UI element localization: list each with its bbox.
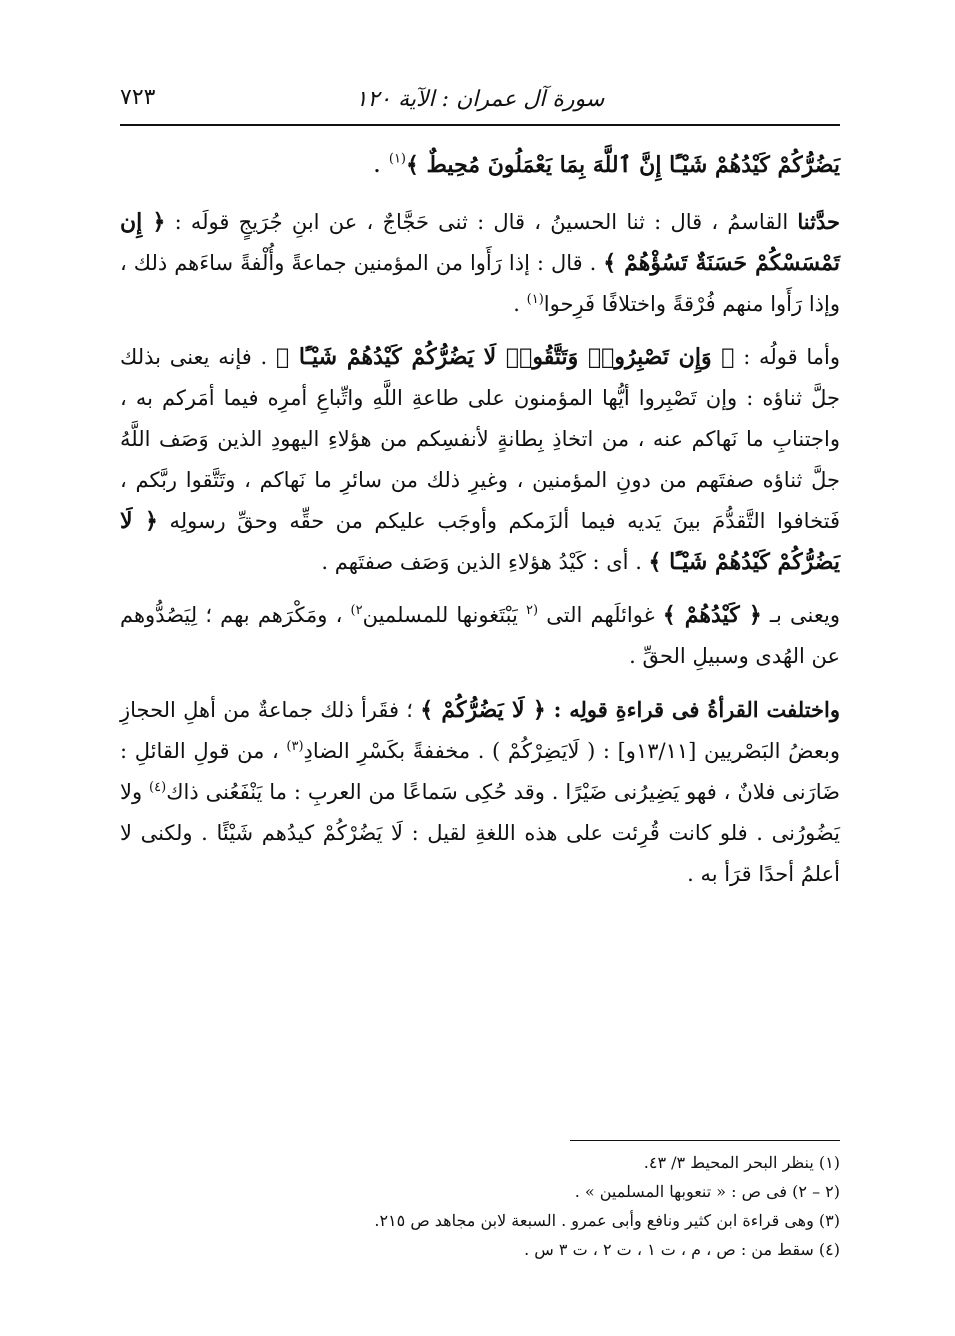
quran-quote: ﴿ لَا يَضُرُّكُمْ ﴾ <box>420 697 546 723</box>
header-rule <box>120 124 840 126</box>
footnote: (٢ – ٢) فى ص : « تنعوبها المسلمين » . <box>574 1182 840 1201</box>
footnote-ref[interactable]: ٢) <box>350 603 363 618</box>
footnote-ref[interactable]: (١) <box>526 292 544 307</box>
paragraph-lead: واختلفت القرأةُ فى قراءةِ قولِه : <box>545 697 840 722</box>
page-number: ٧٢٣ <box>120 85 156 110</box>
main-text <box>120 138 840 907</box>
footnote: (٤) سقط من : ص ، م ، ت ١ ، ت ٢ ، ت ٣ س . <box>524 1240 840 1259</box>
quran-quote: ﴿ كَيْدُهُمْ ﴾ <box>662 602 762 628</box>
footnote-separator <box>570 1140 840 1141</box>
verse-continuation: يَضُرُّكُمْ كَيْدُهُمْ شَيْـًٔا إِنَّ ٱللَّهَ بِمَا يَعْمَلُونَ مُحِيطٌ ﴾$^{(١)}$ . <box>372 149 840 178</box>
footnote-ref[interactable]: (٢ <box>526 603 539 618</box>
quran-verse: يَضُرُّكُمْ كَيْدُهُمْ شَيْـًٔا إِنَّ ٱللَّهَ بِمَا يَعْمَلُونَ مُحِيطٌ ﴾ <box>406 152 840 178</box>
running-header <box>120 68 840 112</box>
paragraph-lead: حدَّثنا <box>797 209 840 234</box>
footnote: (١) ينظر البحر المحيط ٣/ ٤٣. <box>643 1153 840 1172</box>
quran-quote: ﴿ لَا يَضُرُّكُمْ كَيْدُهُمْ شَيْـًٔا ﴾ <box>120 508 840 575</box>
quran-quote: ﴿ وَإِن تَصْبِرُوا۟ وَتَتَّقُوا۟ لَا يَضُرُّكُمْ كَيْدُهُمْ شَيْـًٔا ﴾ <box>275 344 735 370</box>
footnote-ref[interactable]: (١) <box>388 151 406 167</box>
footnotes <box>120 1148 840 1264</box>
surah-title: سورة آل عمران : الآية ١٢٠ <box>355 87 605 112</box>
footnote: (٣) وهى قراءة ابن كثير ونافع وأبى عمرو . السبعة لابن مجاهد ص ٢١٥. <box>374 1211 840 1230</box>
footnote-ref[interactable]: (٤) <box>149 780 167 795</box>
paragraph-1: حدَّثنا القاسمُ ، قال : ثنا الحسينُ ، قال : ثنى حَجَّاجٌ ، عن ابنِ جُرَيجٍ قولَه : ﴿ إِن تَمْسَسْكُمْ حَسَنَةٌ تَسُؤْهُمْ ﴾ . قال : إذا رَأَوا من المؤمنين جماعةً وأُلْفةً ساءَهم ذلك ، وإذا رَأَوا منهم فُرْقةً واختلافًا فَرِحوا$^{(١)}$ . <box>120 209 840 316</box>
book-page <box>120 0 840 1336</box>
quran-quote: ﴿ إِن تَمْسَسْكُمْ حَسَنَةٌ تَسُؤْهُمْ ﴾ <box>120 209 840 276</box>
paragraph-3: ويعنى بـ ﴿ كَيْدُهُمْ ﴾ غوائلَهم التى $^{(٢}$ يَبْتَغونها للمسلمين$^{٢)}$ ، ومَكْرَهم بهم ؛ لِيَصُدُّوهم عن الهُدى وسبيلِ الحقِّ . <box>120 602 840 668</box>
footnote-ref[interactable]: (٣) <box>286 739 304 754</box>
paragraph-2: وأما قولُه : ﴿ وَإِن تَصْبِرُوا۟ وَتَتَّقُوا۟ لَا يَضُرُّكُمْ كَيْدُهُمْ شَيْـًٔا ﴾ . فإنه يعنى بذلك جلَّ ثناؤه : وإن تَصْبِروا أيُّها المؤمنون على طاعةِ اللَّهِ واتِّباعِ أمرِه فيما أمَركم به ، واجتنابِ ما نَهاكم عنه ، من اتخاذِ بِطانةٍ لأنفسِكم من هؤلاءِ اليهودِ الذين وَصَف اللَّهُ جلَّ ثناؤه صفتَهم من دونِ المؤمنين ، وغيرِ ذلك من سائرِ ما نَهاكم ، وتَتَّقوا ربَّكم ، فَتخافوا التَّقدُّمَ بينَ يَديه فيما ألزَمكم وأوجَب عليكم من حقِّه وحقِّ رسولِه ﴿ لَا يَضُرُّكُمْ كَيْدُهُمْ شَيْـًٔا ﴾ . أى : كَيْدُ هؤلاءِ الذين وَصَف صفتَهم . <box>120 344 841 575</box>
paragraph-4: واختلفت القرأةُ فى قراءةِ قولِه : ﴿ لَا يَضُرُّكُمْ ﴾ ؛ فقَرأ ذلك جماعةٌ من أهلِ الحجازِ وبعضُ البَصْريين [١٣/١١و] : ( لَايَضِرْكُمْ ) . مخففةً بكَسْرِ الضادِ$^{(٣)}$ ، من قولِ القائلِ : ضَارَنى فلانٌ ، فهو يَضِيرُنى ضَيْرًا . وقد حُكِى سَماعًا من العربِ : ما يَنْفَعُنى ذاك$^{(٤)}$ ولا يَضُورُنى . فلو كانت قُرِئت على هذه اللغةِ لقيل : لَا يَضُرْكُمْ كيدُهم شَيْئًا . ولكنى لا أعلمُ أحدًا قرَأ به . <box>120 697 840 886</box>
